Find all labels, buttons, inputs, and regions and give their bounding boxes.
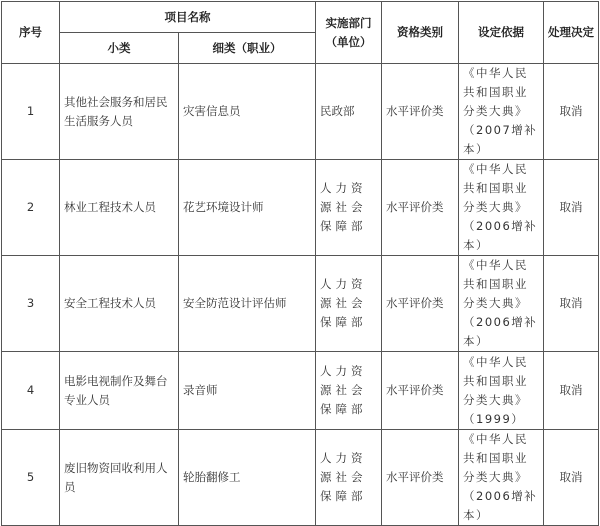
cell-dept: 人力资源社会保障部 [316, 160, 382, 256]
cell-dept: 人力资源社会保障部 [316, 256, 382, 352]
header-dept: 实施部门（单位） [316, 2, 382, 64]
cell-basis: 《中华人民共和国职业分类大典》（1999） [459, 352, 544, 430]
header-seq: 序号 [2, 2, 60, 64]
header-detail: 细类（职业） [179, 33, 316, 64]
cell-decision: 取消 [544, 352, 599, 430]
header-decision: 处理决定 [544, 2, 599, 64]
qualification-table [1, 1, 599, 526]
table-row [2, 352, 599, 430]
cell-detail: 灾害信息员 [179, 64, 316, 160]
cell-subcategory: 林业工程技术人员 [60, 160, 179, 256]
cell-no: 5 [2, 430, 60, 526]
cell-detail: 轮胎翻修工 [179, 430, 316, 526]
cell-detail: 安全防范设计评估师 [179, 256, 316, 352]
cell-qual-type: 水平评价类 [382, 64, 459, 160]
cell-detail: 录音师 [179, 352, 316, 430]
cell-dept: 人力资源社会保障部 [316, 430, 382, 526]
table-row [2, 430, 599, 526]
header-qual-type: 资格类别 [382, 2, 459, 64]
cell-no: 1 [2, 64, 60, 160]
header-row-top [2, 2, 599, 33]
table-row [2, 64, 599, 160]
cell-decision: 取消 [544, 160, 599, 256]
cell-dept: 人力资源社会保障部 [316, 352, 382, 430]
cell-no: 2 [2, 160, 60, 256]
table-row [2, 160, 599, 256]
cell-qual-type: 水平评价类 [382, 430, 459, 526]
cell-decision: 取消 [544, 64, 599, 160]
header-project-name: 项目名称 [60, 2, 316, 33]
cell-subcategory: 其他社会服务和居民生活服务人员 [60, 64, 179, 160]
cell-no: 4 [2, 352, 60, 430]
cell-qual-type: 水平评价类 [382, 256, 459, 352]
cell-subcategory: 废旧物资回收利用人员 [60, 430, 179, 526]
cell-subcategory: 安全工程技术人员 [60, 256, 179, 352]
cell-no: 3 [2, 256, 60, 352]
cell-basis: 《中华人民共和国职业分类大典》（2006增补本） [459, 160, 544, 256]
cell-basis: 《中华人民共和国职业分类大典》（2007增补本） [459, 64, 544, 160]
cell-subcategory: 电影电视制作及舞台专业人员 [60, 352, 179, 430]
cell-qual-type: 水平评价类 [382, 160, 459, 256]
cell-decision: 取消 [544, 256, 599, 352]
cell-dept: 民政部 [316, 64, 382, 160]
cell-detail: 花艺环境设计师 [179, 160, 316, 256]
cell-qual-type: 水平评价类 [382, 352, 459, 430]
header-subcategory: 小类 [60, 33, 179, 64]
table-row [2, 256, 599, 352]
cell-decision: 取消 [544, 430, 599, 526]
cell-basis: 《中华人民共和国职业分类大典》（2006增补本） [459, 256, 544, 352]
header-basis: 设定依据 [459, 2, 544, 64]
cell-basis: 《中华人民共和国职业分类大典》（2006增补本） [459, 430, 544, 526]
